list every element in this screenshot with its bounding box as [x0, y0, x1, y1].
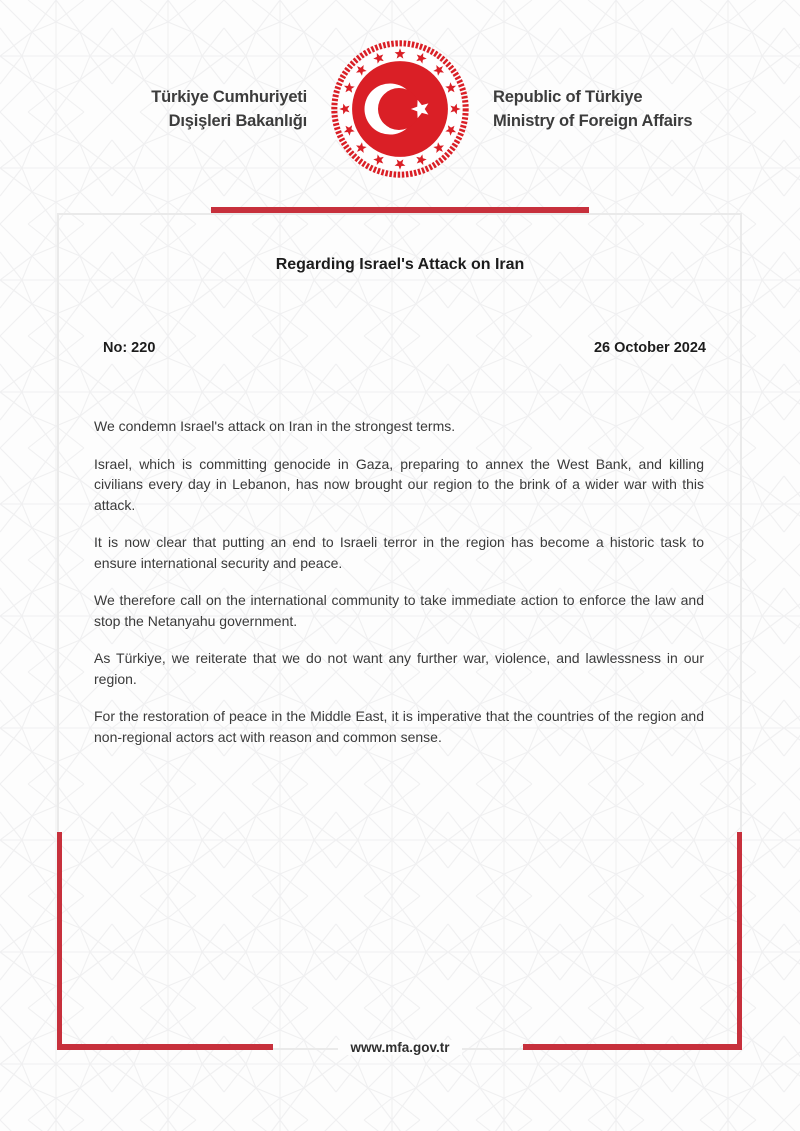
ministry-name-turkish-line2: Dışişleri Bakanlığı: [168, 112, 307, 130]
bottom-left-red-corner: [57, 832, 273, 1050]
footer: [0, 1039, 800, 1057]
document-meta-row: [103, 340, 706, 356]
document-date: 26 October 2024: [593, 340, 706, 356]
ministry-name-turkish-line1: Türkiye Cumhuriyeti: [151, 88, 307, 106]
top-red-accent-bar: [211, 207, 589, 213]
press-release-title: Regarding Israel's Attack on Iran: [275, 256, 525, 273]
press-release-body: [94, 416, 704, 764]
ministry-name-english-line2: Ministry of Foreign Affairs: [493, 112, 693, 130]
paragraph-1: We condemn Israel's attack on Iran in the strongest terms.: [94, 418, 456, 434]
turkiye-mfa-emblem-icon: [329, 38, 471, 180]
paragraph-2: Israel, which is committing genocide in Gaza, preparing to annex the West Bank, and killing civilians every day in Lebanon, has now brought our region to the brink of a wider war with this attack.: [94, 455, 704, 513]
ministry-website-url: www.mfa.gov.tr: [338, 1040, 461, 1055]
ministry-name-english: [493, 85, 768, 133]
ministry-name-english-line1: Republic of Türkiye: [493, 88, 643, 106]
document-number: No: 220: [103, 340, 156, 356]
header: [0, 34, 800, 184]
paragraph-3: It is now clear that putting an end to Israeli terror in the region has become a historic task to ensure international security and peace.: [94, 534, 704, 571]
paragraph-5: As Türkiye, we reiterate that we do not want any further war, violence, and lawlessness in our region.: [94, 650, 704, 687]
paragraph-6: For the restoration of peace in the Middle East, it is imperative that the countries of the region and non-regional actors act with reason and common sense.: [94, 708, 704, 745]
ministry-name-turkish: [32, 85, 307, 133]
paragraph-4: We therefore call on the international community to take immediate action to enforce the law and stop the Netanyahu government.: [94, 592, 704, 629]
bottom-right-red-corner: [523, 832, 742, 1050]
